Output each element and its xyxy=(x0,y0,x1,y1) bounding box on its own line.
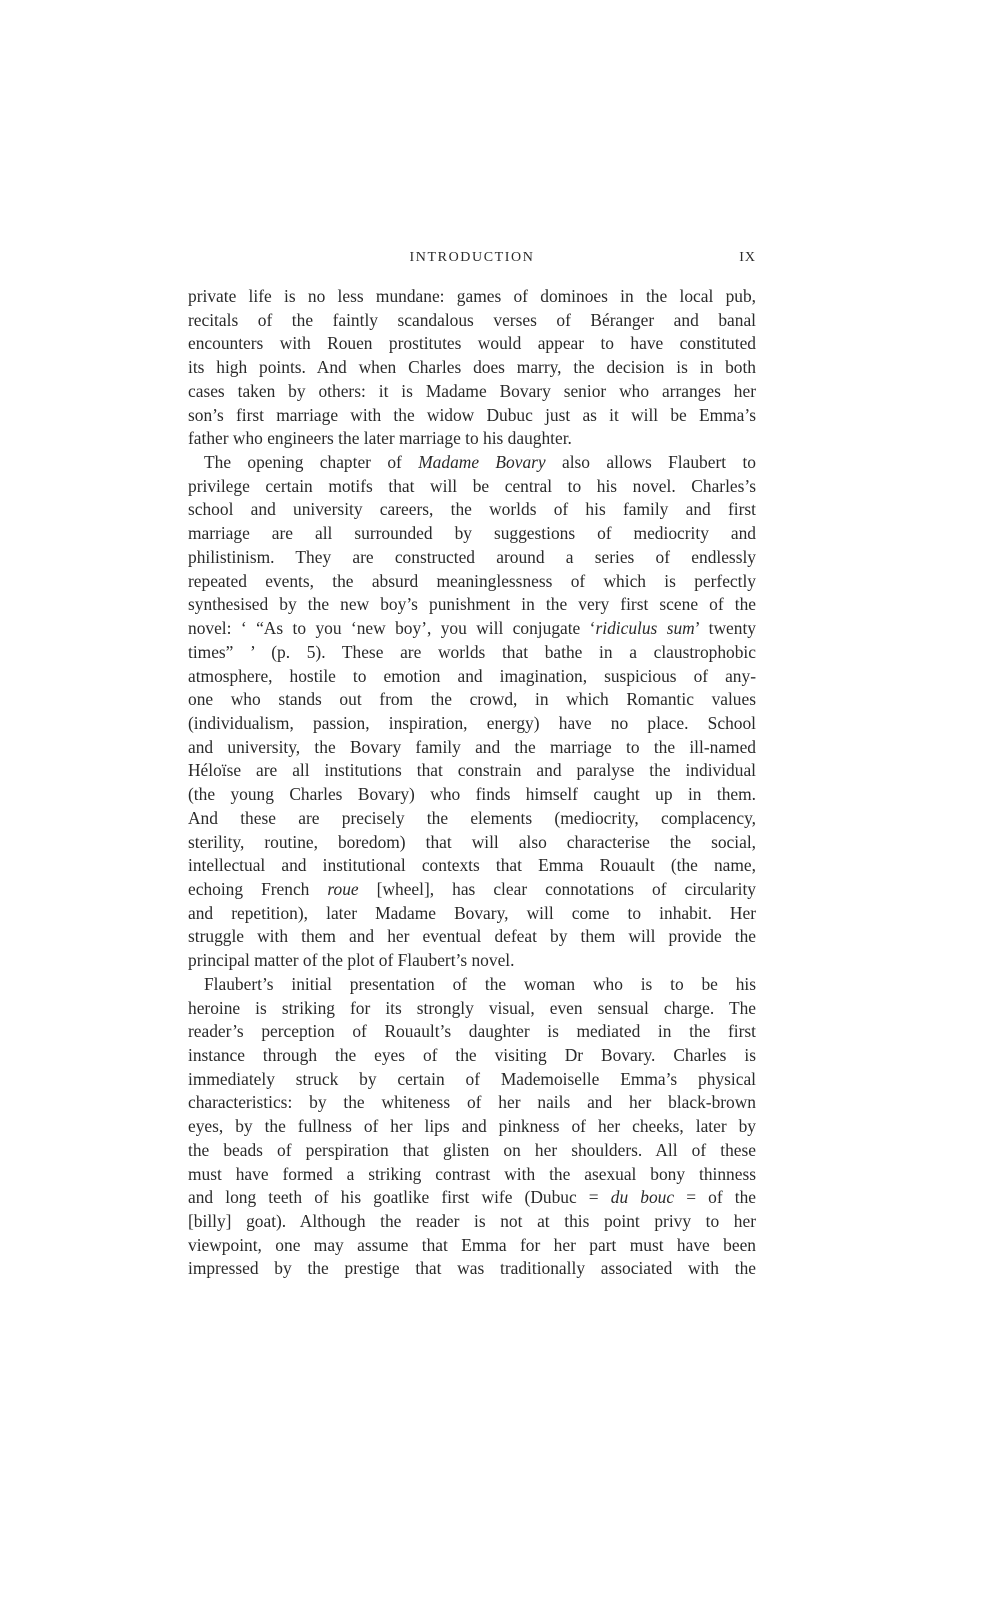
text-line xyxy=(188,831,756,855)
text-run: intellectual and institutional contexts that Emma Rouault (the name, xyxy=(188,855,756,876)
italic-text: roue xyxy=(327,878,359,899)
text-run: ’ twenty xyxy=(694,618,756,639)
text-run: father who engineers the later marriage to his daughter. xyxy=(188,428,572,449)
text-line xyxy=(188,736,756,760)
text-run: immediately struck by certain of Mademoiselle Emma’s physical xyxy=(188,1068,756,1089)
text-run: also allows Flaubert to xyxy=(545,452,756,473)
text-run: sterility, routine, boredom) that will also characterise the social, xyxy=(188,831,756,852)
text-run: and long teeth of his goatlike first wife (Dubuc = xyxy=(188,1187,611,1208)
text-line xyxy=(188,925,756,949)
text-run: the beads of perspiration that glisten on her shoulders. All of these xyxy=(188,1139,756,1160)
text-line xyxy=(188,783,756,807)
text-line xyxy=(188,641,756,665)
text-line xyxy=(188,854,756,878)
text-run: son’s first marriage with the widow Dubuc just as it will be Emma’s xyxy=(188,404,756,425)
italic-text: Madame Bovary xyxy=(418,452,546,473)
text-line xyxy=(188,807,756,831)
text-line xyxy=(188,759,756,783)
text-line xyxy=(188,285,756,309)
text-run: [wheel], has clear connotations of circularity xyxy=(358,878,756,899)
text-line xyxy=(188,1139,756,1163)
text-run: its high points. And when Charles does marry, the decision is in both xyxy=(188,357,756,378)
text-run: marriage are all surrounded by suggestions of mediocrity and xyxy=(188,523,756,544)
text-line xyxy=(188,593,756,617)
text-line xyxy=(188,617,756,641)
running-title: INTRODUCTION xyxy=(409,250,535,265)
text-run: viewpoint, one may assume that Emma for her part must have been xyxy=(188,1234,756,1255)
text-run: Flaubert’s initial presentation of the woman who is to be his xyxy=(204,973,756,994)
text-run: synthesised by the new boy’s punishment in the very first scene of the xyxy=(188,594,756,615)
text-run: (individualism, passion, inspiration, energy) have no place. School xyxy=(188,712,756,733)
text-line xyxy=(188,949,756,973)
text-run: repeated events, the absurd meaninglessness of which is perfectly xyxy=(188,570,756,591)
text-line xyxy=(188,997,756,1021)
text-run: must have formed a striking contrast with the asexual bony thinness xyxy=(188,1163,756,1184)
text-line xyxy=(188,1068,756,1092)
text-run: atmosphere, hostile to emotion and imagination, suspicious of any- xyxy=(188,665,756,686)
text-line xyxy=(188,475,756,499)
text-run: echoing French xyxy=(188,878,328,899)
text-run: recitals of the faintly scandalous verses of Béranger and banal xyxy=(188,309,756,330)
text-line xyxy=(188,451,756,475)
text-line xyxy=(188,332,756,356)
text-run: times” ’ (p. 5). These are worlds that bathe in a claustrophobic xyxy=(188,641,756,662)
text-line xyxy=(188,380,756,404)
text-run: And these are precisely the elements (mediocrity, complacency, xyxy=(188,807,756,828)
text-line xyxy=(188,1210,756,1234)
text-line xyxy=(188,356,756,380)
text-run: reader’s perception of Rouault’s daughter is mediated in the first xyxy=(188,1021,756,1042)
text-line xyxy=(188,1163,756,1187)
text-line xyxy=(188,570,756,594)
text-run: eyes, by the fullness of her lips and pinkness of her cheeks, later by xyxy=(188,1116,756,1137)
text-run: one who stands out from the crowd, in which Romantic values xyxy=(188,689,756,710)
text-run: impressed by the prestige that was traditionally associated with the xyxy=(188,1258,756,1279)
text-line xyxy=(188,688,756,712)
italic-text: du bouc xyxy=(610,1187,675,1208)
text-run: and university, the Bovary family and the marriage to the ill-named xyxy=(188,736,756,757)
text-run: philistinism. They are constructed around a series of endlessly xyxy=(188,546,756,567)
text-line xyxy=(188,404,756,428)
text-line xyxy=(188,665,756,689)
text-run: principal matter of the plot of Flaubert’s novel. xyxy=(188,950,515,971)
text-run: The opening chapter of xyxy=(204,452,419,473)
text-line xyxy=(188,1115,756,1139)
text-run: (the young Charles Bovary) who finds himself caught up in them. xyxy=(188,784,756,805)
text-line xyxy=(188,522,756,546)
text-line xyxy=(188,973,756,997)
text-run: = of the xyxy=(674,1187,756,1208)
text-run: struggle with them and her eventual defeat by them will provide the xyxy=(188,926,756,947)
page-number: IX xyxy=(739,250,756,265)
text-run: instance through the eyes of the visiting Dr Bovary. Charles is xyxy=(188,1045,756,1065)
text-run: novel: ‘ “As to you ‘new boy’, you will conjugate ‘ xyxy=(188,618,596,639)
text-run: Héloïse are all institutions that constrain and paralyse the individual xyxy=(188,760,756,781)
running-header xyxy=(188,250,756,270)
text-line xyxy=(188,1091,756,1115)
text-line xyxy=(188,1234,756,1258)
text-run: cases taken by others: it is Madame Bovary senior who arranges her xyxy=(188,380,756,401)
text-line xyxy=(188,427,756,451)
text-run: heroine is striking for its strongly visual, even sensual charge. The xyxy=(188,997,756,1018)
text-run: private life is no less mundane: games of dominoes in the local pub, xyxy=(188,286,756,306)
text-line xyxy=(188,1020,756,1044)
text-run: [billy] goat). Although the reader is not at this point privy to her xyxy=(188,1211,756,1232)
text-run: privilege certain motifs that will be central to his novel. Charles’s xyxy=(188,475,756,496)
text-run: and repetition), later Madame Bovary, will come to inhabit. Her xyxy=(188,902,756,923)
text-run: characteristics: by the whiteness of her nails and her black-brown xyxy=(188,1092,756,1113)
text-line xyxy=(188,902,756,926)
text-run: school and university careers, the worlds of his family and first xyxy=(188,499,756,520)
body-text xyxy=(188,285,756,1281)
text-run: encounters with Rouen prostitutes would appear to have constituted xyxy=(188,333,756,354)
text-line xyxy=(188,1186,756,1210)
italic-text: ridiculus sum xyxy=(595,618,695,639)
text-line xyxy=(188,546,756,570)
text-line xyxy=(188,309,756,333)
text-line xyxy=(188,1044,756,1068)
text-line xyxy=(188,1257,756,1281)
text-line xyxy=(188,712,756,736)
text-line xyxy=(188,878,756,902)
text-line xyxy=(188,498,756,522)
